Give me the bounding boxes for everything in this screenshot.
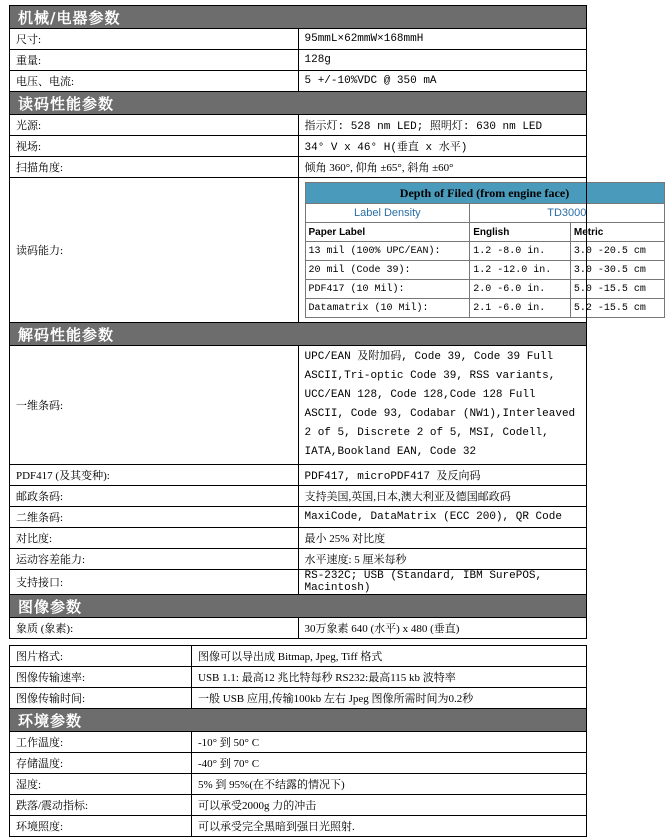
- row-humidity: [10, 774, 587, 795]
- section-title: 机械/电器参数: [10, 6, 587, 29]
- dof-cell-label: 13 mil (100% UPC/EAN):: [305, 242, 470, 261]
- spec-table: [9, 5, 646, 639]
- row-value: RS-232C; USB (Standard, IBM SurePOS, Macintosh): [298, 570, 587, 595]
- dof-cell-english: 1.2 -8.0 in.: [470, 242, 571, 261]
- row-sttemp: [10, 753, 587, 774]
- row-label: 象质 (象素):: [10, 618, 299, 639]
- row-rate: [10, 667, 587, 688]
- dof-cell-metric: 3.0 -20.5 cm: [570, 242, 664, 261]
- row-label: 扫描角度:: [10, 157, 299, 178]
- dof-model: TD3000: [470, 204, 664, 223]
- row-label: 工作温度:: [10, 732, 192, 753]
- row-value: UPC/EAN 及附加码, Code 39, Code 39 Full ASCII,Tri-optic Code 39, RSS variants, UCC/EAN 128, Code 128,Code 128 Full ASCII, Code 93, Codabar (NW1),Interleaved 2 of 5, Discrete 2 of 5, MSI, Codell, IATA,Bookland EAN, Code 32: [298, 346, 587, 465]
- row-value: PDF417, microPDF417 及反向码: [298, 465, 587, 486]
- row-value: 5 +/-10%VDC @ 350 mA: [298, 71, 587, 92]
- row-label: 湿度:: [10, 774, 192, 795]
- row-interface: [10, 570, 587, 595]
- row-optemp: [10, 732, 587, 753]
- row-time: [10, 688, 587, 709]
- row-drop: [10, 795, 587, 816]
- dof-header: English: [470, 223, 571, 242]
- dof-row: [305, 280, 664, 299]
- row-value: 指示灯: 528 nm LED; 照明灯: 630 nm LED: [298, 115, 587, 136]
- row-label: 图片格式:: [10, 646, 192, 667]
- row-light: [10, 115, 587, 136]
- row-label: 二维条码:: [10, 507, 299, 528]
- row-label: 运动容差能力:: [10, 549, 299, 570]
- dof-cell-label: 20 mil (Code 39):: [305, 261, 470, 280]
- row-label: 光源:: [10, 115, 299, 136]
- row-twod: [10, 507, 587, 528]
- row-value: 一般 USB 应用,传输100kb 左右 Jpeg 图像所需时间为0.2秒: [192, 688, 587, 709]
- row-value: MaxiCode, DataMatrix (ECC 200), QR Code: [298, 507, 587, 528]
- row-size: [10, 29, 587, 50]
- row-value: 30万象素 640 (水平) x 480 (垂直): [298, 618, 587, 639]
- row-label: PDF417 (及其变种):: [10, 465, 299, 486]
- row-value: 倾角 360°, 仰角 ±65°, 斜角 ±60°: [298, 157, 587, 178]
- dof-cell-english: 2.1 -6.0 in.: [470, 299, 571, 318]
- row-label: 图像传输时间:: [10, 688, 192, 709]
- row-label: 存储温度:: [10, 753, 192, 774]
- row-value: 支持美国,英国,日本,澳大利亚及德国邮政码: [298, 486, 587, 507]
- row-label: 邮政条码:: [10, 486, 299, 507]
- section-read: [10, 92, 587, 115]
- row-fov: [10, 136, 587, 157]
- dof-cell-english: 2.0 -6.0 in.: [470, 280, 571, 299]
- dof-cell-metric: 3.0 -30.5 cm: [570, 261, 664, 280]
- row-pdf: [10, 465, 587, 486]
- dof-row: [305, 242, 664, 261]
- row-postal: [10, 486, 587, 507]
- dof-row: [305, 299, 664, 318]
- row-value: -10° 到 50° C: [192, 732, 587, 753]
- row-label: 对比度:: [10, 528, 299, 549]
- dof-header: Paper Label: [305, 223, 470, 242]
- row-ambient: [10, 816, 587, 837]
- row-value: 128g: [298, 50, 587, 71]
- dof-cell-english: 1.2 -12.0 in.: [470, 261, 571, 280]
- row-value: 可以承受完全黑暗到强日光照射.: [192, 816, 587, 837]
- dof-title: Depth of Filed (from engine face): [305, 183, 664, 204]
- row-value: 图像可以导出成 Bitmap, Jpeg, Tiff 格式: [192, 646, 587, 667]
- row-capability: [10, 178, 587, 323]
- spec-sheet: [9, 5, 646, 837]
- row-value: 5% 到 95%(在不结露的情况下): [192, 774, 587, 795]
- dof-density-label: Label Density: [305, 204, 470, 223]
- section-title: 环境参数: [10, 709, 587, 732]
- row-format: [10, 646, 587, 667]
- row-power: [10, 71, 587, 92]
- row-value: 最小 25% 对比度: [298, 528, 587, 549]
- dof-row: [305, 261, 664, 280]
- dof-cell-label: PDF417 (10 Mil):: [305, 280, 470, 299]
- section-title: 读码性能参数: [10, 92, 587, 115]
- row-value: USB 1.1: 最高12 兆比特每秒 RS232:最高115 kb 波特率: [192, 667, 587, 688]
- dof-cell-label: Datamatrix (10 Mil):: [305, 299, 470, 318]
- row-label: 读码能力:: [10, 178, 299, 323]
- row-label: 一维条码:: [10, 346, 299, 465]
- section-title: 图像参数: [10, 595, 587, 618]
- row-label: 图像传输速率:: [10, 667, 192, 688]
- row-angle: [10, 157, 587, 178]
- spec-table-lower: [9, 645, 587, 837]
- dof-table: [305, 182, 665, 318]
- row-value: -40° 到 70° C: [192, 753, 587, 774]
- section-image: [10, 595, 587, 618]
- dof-header: Metric: [570, 223, 664, 242]
- row-oned: [10, 346, 587, 465]
- dof-cell: [298, 178, 646, 323]
- row-label: 支持接口:: [10, 570, 299, 595]
- row-label: 电压、电流:: [10, 71, 299, 92]
- section-decode: [10, 323, 587, 346]
- row-value: 可以承受2000g 力的冲击: [192, 795, 587, 816]
- row-label: 重量:: [10, 50, 299, 71]
- row-value: 34° V x 46° H(垂直 x 水平): [298, 136, 587, 157]
- row-pixels: [10, 618, 587, 639]
- section-title: 解码性能参数: [10, 323, 587, 346]
- section-env: [10, 709, 587, 732]
- row-label: 视场:: [10, 136, 299, 157]
- row-label: 跌落/震动指标:: [10, 795, 192, 816]
- row-label: 尺寸:: [10, 29, 299, 50]
- row-motion: [10, 549, 587, 570]
- row-label: 环境照度:: [10, 816, 192, 837]
- row-contrast: [10, 528, 587, 549]
- dof-cell-metric: 5.0 -15.5 cm: [570, 280, 664, 299]
- row-value: 水平速度: 5 厘米每秒: [298, 549, 587, 570]
- section-mech: [10, 6, 587, 29]
- dof-cell-metric: 5.2 -15.5 cm: [570, 299, 664, 318]
- row-value: 95mmL×62mmW×168mmH: [298, 29, 587, 50]
- row-weight: [10, 50, 587, 71]
